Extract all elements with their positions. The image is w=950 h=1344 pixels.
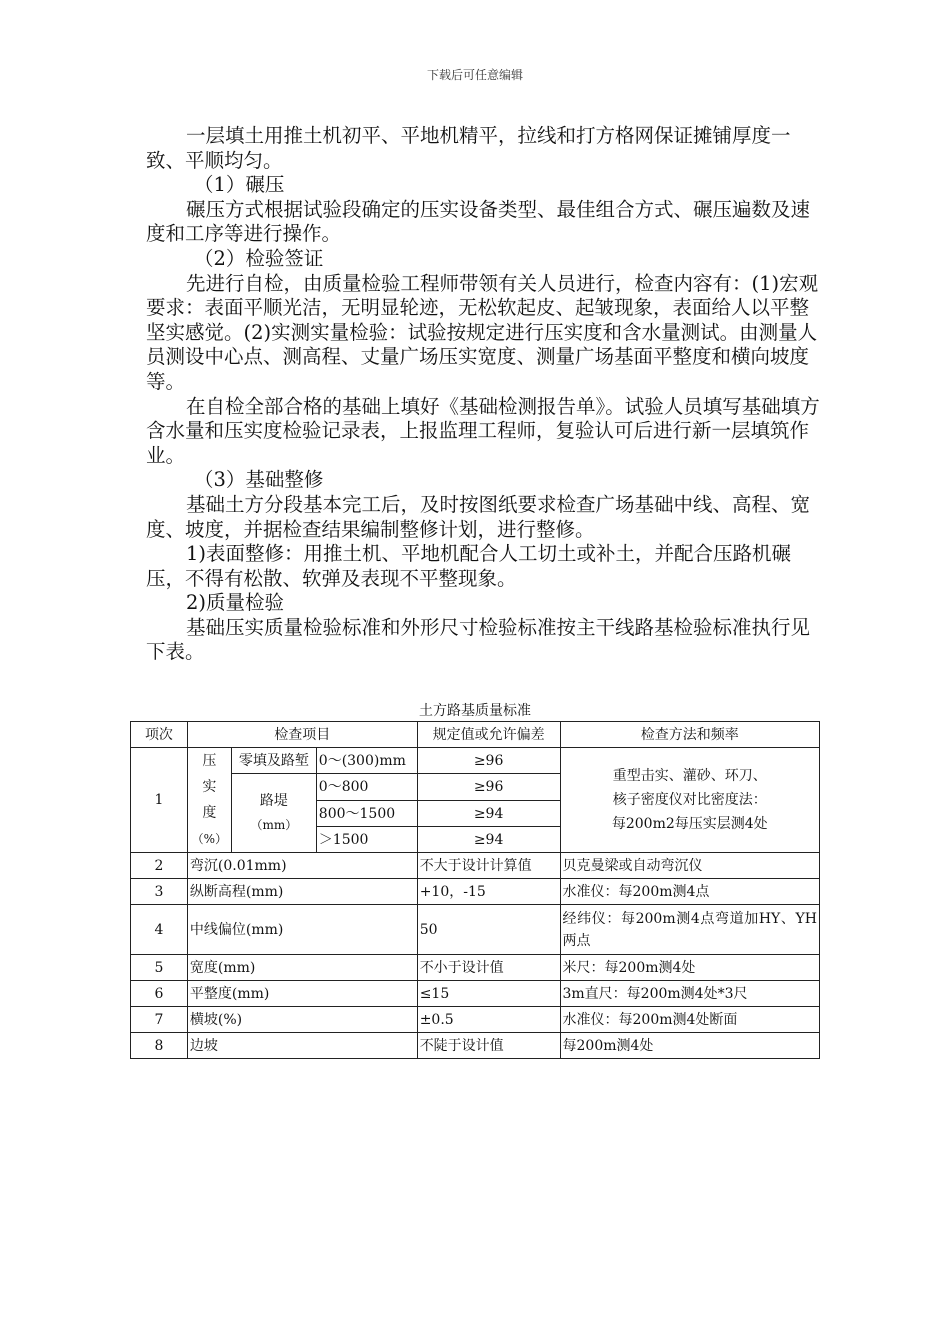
value-cell: 50 (417, 905, 560, 955)
group-char: （%） (191, 832, 228, 846)
range-cell: 0～(300)mm (316, 748, 417, 774)
paragraph: 先进行自检，由质量检验工程师带领有关人员进行，检查内容有：(1)宏观要求：表面平顺光洁，无明显轮迹，无松软起皮、起皱现象，表面给人以平整坚实感觉。(2)实测实量检验：试验按规定进行压实度和含水量测试。由测量人员测设中心点、测高程、丈量广场压实宽度、测量广场基面平整度和横向坡度等。 (146, 271, 819, 393)
compaction-group-cell (187, 748, 231, 853)
row-number: 7 (131, 1007, 188, 1033)
value-cell: ≥96 (417, 748, 560, 774)
item-cell: 纵断高程(mm) (187, 879, 417, 905)
group-char: 压 (202, 753, 217, 769)
table-row (131, 981, 820, 1007)
group-char: 实 (202, 779, 217, 795)
item-cell: 平整度(mm) (187, 981, 417, 1007)
table-row (131, 955, 820, 981)
method-line: 核子密度仪对比密度法： (612, 792, 767, 808)
paragraph: 一层填土用推土机初平、平地机精平，拉线和打方格网保证摊铺厚度一致、平顺均匀。 (146, 124, 791, 172)
row-number: 3 (131, 879, 188, 905)
value-cell: ≥94 (417, 801, 560, 827)
table-row (131, 748, 820, 774)
method-cell: 米尺：每200m测4处 (560, 955, 820, 981)
table-row (131, 879, 820, 905)
table-row (131, 1007, 820, 1033)
item-cell: 弯沉(0.01mm) (187, 853, 417, 879)
header-cell: 项次 (131, 722, 188, 748)
method-cell: 水准仪：每200m测4点 (560, 879, 820, 905)
table-title: 土方路基质量标准 (419, 703, 531, 719)
method-cell: 水准仪：每200m测4处断面 (560, 1007, 820, 1033)
section-heading: （2）检验签证 (194, 246, 324, 270)
row-number: 4 (131, 905, 188, 955)
paragraph: 基础压实质量检验标准和外形尺寸检验标准按主干线路基检验标准执行见下表。 (146, 615, 811, 664)
value-cell: ≥94 (417, 827, 560, 853)
method-cell: 经纬仪：每200m测4点弯道加HY、YH两点 (560, 905, 820, 955)
row-number: 6 (131, 981, 188, 1007)
sub-item-cell: 零填及路堑 (231, 748, 316, 774)
header-cell: 规定值或允许偏差 (417, 722, 560, 748)
value-cell: 不大于设计计算值 (417, 853, 560, 879)
item-cell: 边坡 (187, 1033, 417, 1059)
method-line: 每200m2每压实层测4处 (611, 816, 768, 832)
page-header: 下载后可任意编辑 (426, 68, 523, 82)
paragraph: 基础土方分段基本完工后，及时按图纸要求检查广场基础中线、高程、宽度、坡度，并据检查结果编制整修计划，进行整修。 (146, 492, 811, 541)
method-cell (560, 748, 820, 853)
paragraph: 碾压方式根据试验段确定的压实设备类型、最佳组合方式、碾压遍数及速度和工序等进行操作。 (146, 197, 811, 246)
range-cell: 800～1500 (316, 801, 417, 827)
value-cell: ≤15 (417, 981, 560, 1007)
method-cell: 3m直尺：每200m测4处*3尺 (560, 981, 820, 1007)
sub-item-unit: （mm） (250, 818, 298, 832)
table-header-row (131, 722, 820, 748)
row-number: 1 (131, 748, 188, 853)
row-number: 2 (131, 853, 188, 879)
table-row (131, 1033, 820, 1059)
row-number: 8 (131, 1033, 188, 1059)
value-cell: ±0.5 (417, 1007, 560, 1033)
value-cell: 不陡于设计值 (417, 1033, 560, 1059)
range-cell: 0～800 (316, 774, 417, 801)
item-cell: 中线偏位(mm) (187, 905, 417, 955)
quality-standard-table (130, 721, 820, 1059)
header-cell: 检查项目 (187, 722, 417, 748)
row-number: 5 (131, 955, 188, 981)
method-cell: 贝克曼梁或自动弯沉仪 (560, 853, 820, 879)
section-heading: （3）基础整修 (194, 468, 324, 492)
item-cell: 横坡(%) (187, 1007, 417, 1033)
paragraph: 在自检全部合格的基础上填好《基础检测报告单》。试验人员填写基础填方含水量和压实度检验记录表，上报监理工程师，复验认可后进行新一层填筑作业。 (146, 394, 820, 467)
table-row (131, 905, 820, 955)
table-row (131, 853, 820, 879)
group-char: 度 (202, 805, 217, 821)
paragraph: 2)质量检验 (186, 591, 285, 615)
method-cell: 每200m测4处 (560, 1033, 820, 1059)
sub-item-cell (231, 774, 316, 853)
value-cell: +10，-15 (417, 879, 560, 905)
paragraph: 1)表面整修：用推土机、平地机配合人工切土或补土，并配合压路机碾压，不得有松散、软弹及表现不平整现象。 (146, 542, 792, 590)
sub-item-label: 路堤 (259, 793, 288, 809)
section-heading: （1）碾压 (194, 173, 285, 197)
range-cell: ＞1500 (316, 827, 417, 853)
value-cell: ≥96 (417, 774, 560, 801)
body-text (146, 124, 826, 665)
method-line: 重型击实、灌砂、环刀、 (612, 768, 767, 784)
item-cell: 宽度(mm) (187, 955, 417, 981)
header-cell: 检查方法和频率 (560, 722, 820, 748)
value-cell: 不小于设计值 (417, 955, 560, 981)
